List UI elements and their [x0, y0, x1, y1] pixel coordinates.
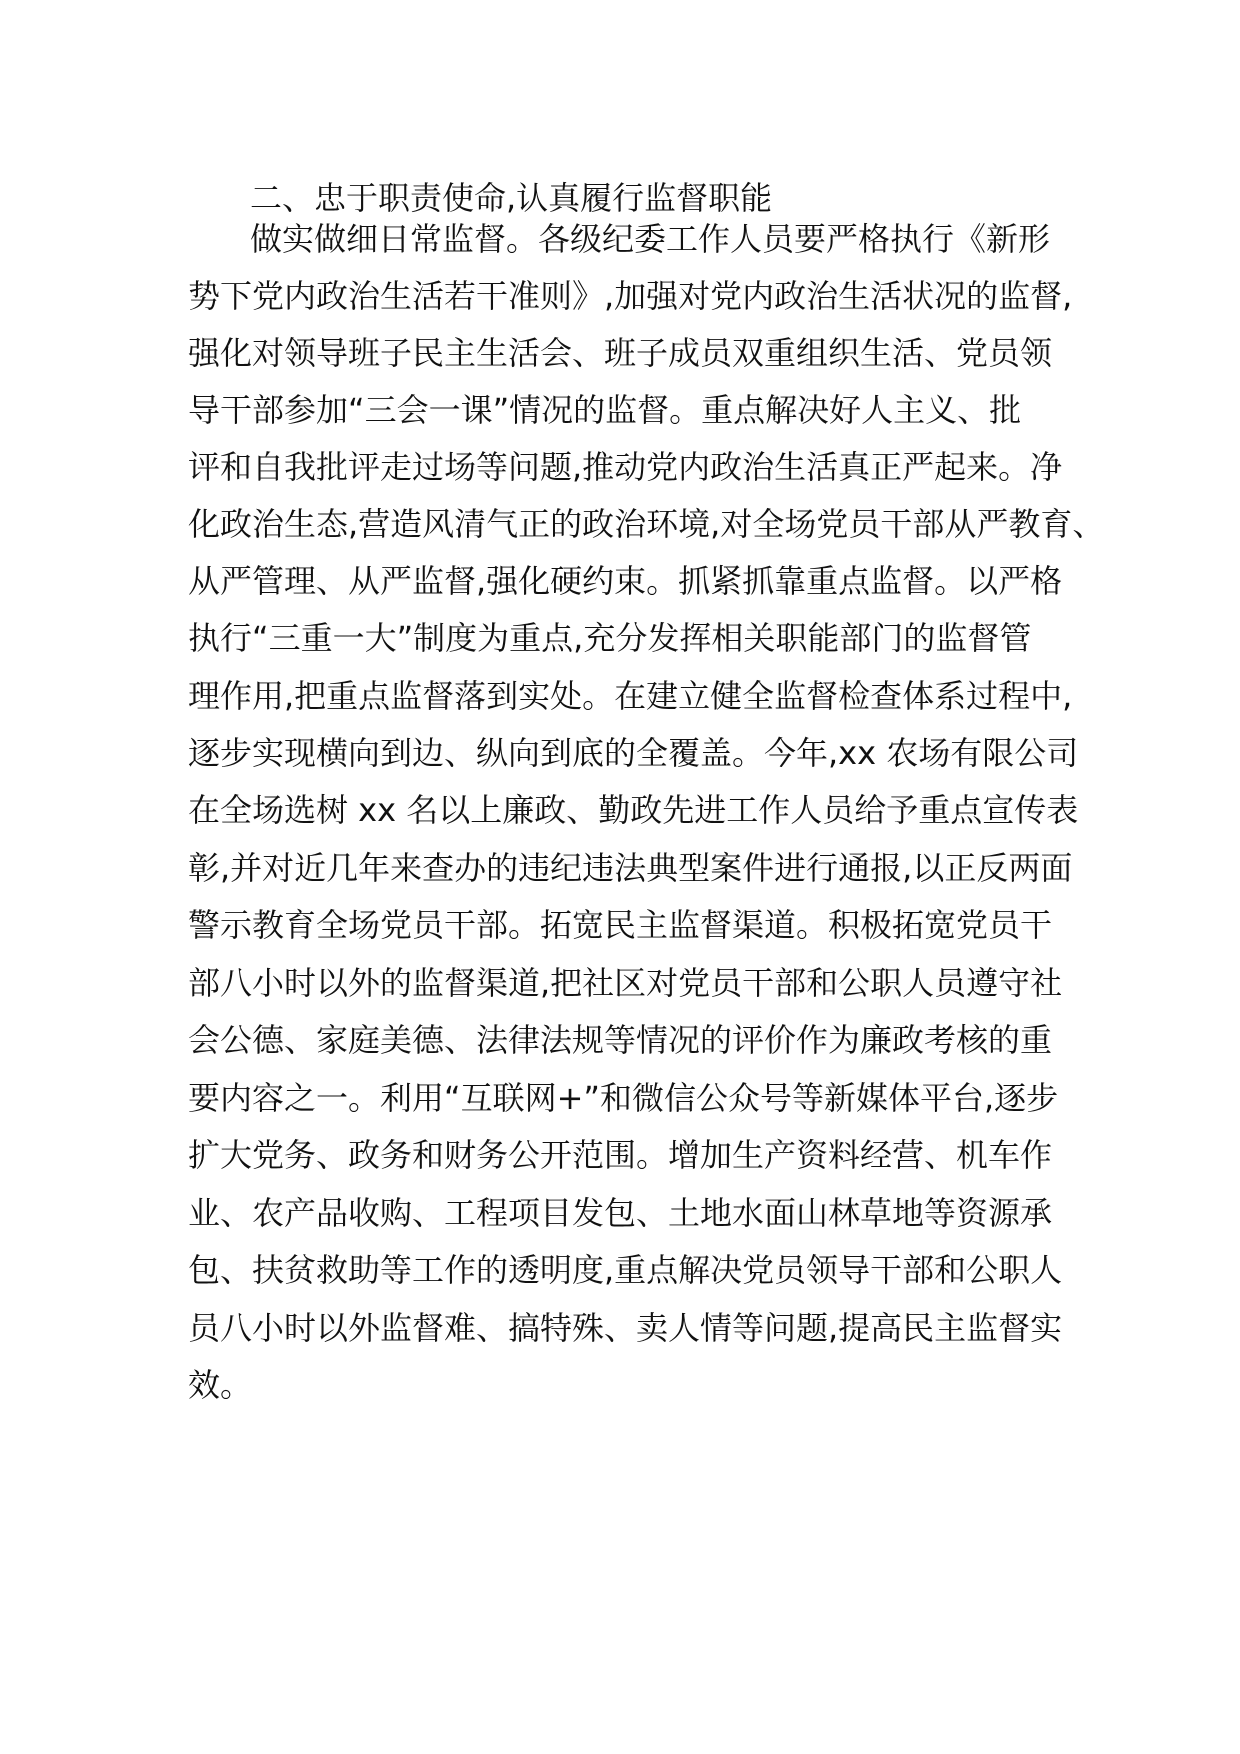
body-line: 在全场选树 xx 名以上廉政、勤政先进工作人员给予重点宣传表 [188, 791, 1079, 829]
body-line: 导干部参加“三会一课”情况的监督。重点解决好人主义、批 [188, 391, 1022, 429]
body-line: 强化对领导班子民主生活会、班子成员双重组织生活、党员领 [188, 334, 1053, 372]
body-line: 化政治生态,营造风清气正的政治环境,对全场党员干部从严教育、 [188, 505, 1105, 543]
body-line: 要内容之一。利用“互联网+”和微信公众号等新媒体平台,逐步 [188, 1079, 1059, 1117]
body-line: 效。 [188, 1366, 253, 1404]
body-line: 部八小时以外的监督渠道,把社区对党员干部和公职人员遵守社 [188, 964, 1063, 1002]
body-line: 会公德、家庭美德、法律法规等情况的评价作为廉政考核的重 [188, 1021, 1053, 1059]
body-line: 逐步实现横向到边、纵向到底的全覆盖。今年,xx 农场有限公司 [188, 734, 1079, 772]
body-line: 包、扶贫救助等工作的透明度,重点解决党员领导干部和公职人 [188, 1251, 1063, 1289]
body-line: 员八小时以外监督难、搞特殊、卖人情等问题,提高民主监督实 [188, 1309, 1063, 1347]
body-line: 势下党内政治生活若干准则》,加强对党内政治生活状况的监督, [188, 277, 1073, 315]
body-line: 从严管理、从严监督,强化硬约束。抓紧抓靠重点监督。以严格 [188, 562, 1063, 600]
body-line: 评和自我批评走过场等问题,推动党内政治生活真正严起来。净 [188, 448, 1063, 486]
body-line: 业、农产品收购、工程项目发包、土地水面山林草地等资源承 [188, 1194, 1053, 1232]
body-line: 执行“三重一大”制度为重点,充分发挥相关职能部门的监督管 [188, 619, 1032, 657]
body-line: 扩大党务、政务和财务公开范围。增加生产资料经营、机车作 [188, 1136, 1053, 1174]
body-line: 做实做细日常监督。各级纪委工作人员要严格执行《新形 [250, 220, 1051, 258]
body-line: 彰,并对近几年来查办的违纪违法典型案件进行通报,以正反两面 [188, 849, 1073, 887]
body-line: 理作用,把重点监督落到实处。在建立健全监督检查体系过程中, [188, 677, 1073, 715]
section-heading: 二、忠于职责使命,认真履行监督职能 [250, 179, 773, 217]
body-line: 警示教育全场党员干部。拓宽民主监督渠道。积极拓宽党员干 [188, 906, 1053, 944]
